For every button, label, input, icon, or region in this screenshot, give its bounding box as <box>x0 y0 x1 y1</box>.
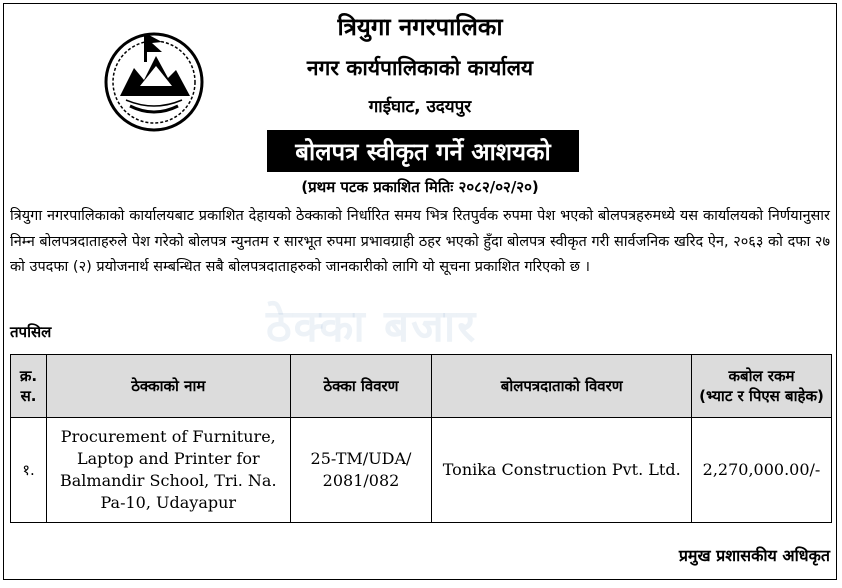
row-bidder: Tonika Construction Pvt. Ltd. <box>432 418 692 523</box>
office-name: नगर कार्यपालिकाको कार्यालय <box>306 56 534 80</box>
header-bidder: बोलपत्रदाताको विवरण <box>432 355 692 418</box>
signatory-title: प्रमुख प्रशासकीय अधिकृत <box>678 546 830 565</box>
header-amount-line1: कबोल रकम <box>728 367 795 385</box>
office-address: गाईघाट, उदयपुर <box>368 97 472 117</box>
notice-body: त्रियुगा नगरपालिकाको कार्यालयबाट प्रकाशित देहायको ठेक्काको निर्धारित समय भित्र रितपुर्वक रुपमा पेश भएको बोलपत्रहरुमध्ये यस कार्यालयको निर्णयानुसार निम्न बोलपत्रदाताहरुले पेश गरेको बोलपत्र न्युनतम र सारभूत रुपमा प्रभावग्राही ठहर भएको हुँदा बोलपत्र स्वीकृत गरी सार्वजनिक खरिद ऐन, २०६३ को दफा २७ को उपदफा (२) प्रयोजनार्थ सम्बन्धित सबै बोलपत्रदाताहरुको जानकारीको लागि यो सूचना प्रकाशित गरिएको छ । <box>10 208 830 275</box>
publication-date: (प्रथम पटक प्रकाशित मितिः २०८२/०२/२०) <box>301 178 539 196</box>
table-header-row <box>11 355 832 418</box>
row-contract-name: Procurement of Furniture, Laptop and Printer for Balmandir School, Tri. Na. Pa-10, Udayapur <box>46 418 290 523</box>
header-amount <box>691 355 831 418</box>
notice-title: बोलपत्र स्वीकृत गर्ने आशयको <box>267 130 579 172</box>
header-contract-name: ठेक्काको नाम <box>46 355 290 418</box>
notice-page <box>3 3 837 580</box>
header-amount-line2: (भ्याट र पिएस बाहेक) <box>699 387 824 405</box>
header-contract-detail: ठेक्का विवरण <box>290 355 432 418</box>
row-contract-detail: 25-TM/UDA/ 2081/082 <box>290 418 432 523</box>
watermark-logo: ठेक्का बजार <box>266 301 478 352</box>
bid-table <box>10 354 832 523</box>
header-sn-line2: स. <box>20 387 37 405</box>
table-row <box>11 418 832 523</box>
row-sn: १. <box>11 418 47 523</box>
header-sn <box>11 355 47 418</box>
row-amount: 2,270,000.00/- <box>691 418 831 523</box>
header-sn-line1: क्र. <box>19 367 38 385</box>
municipality-name: त्रियुगा नगरपालिका <box>337 13 503 41</box>
details-label: तपसिल <box>10 323 52 341</box>
